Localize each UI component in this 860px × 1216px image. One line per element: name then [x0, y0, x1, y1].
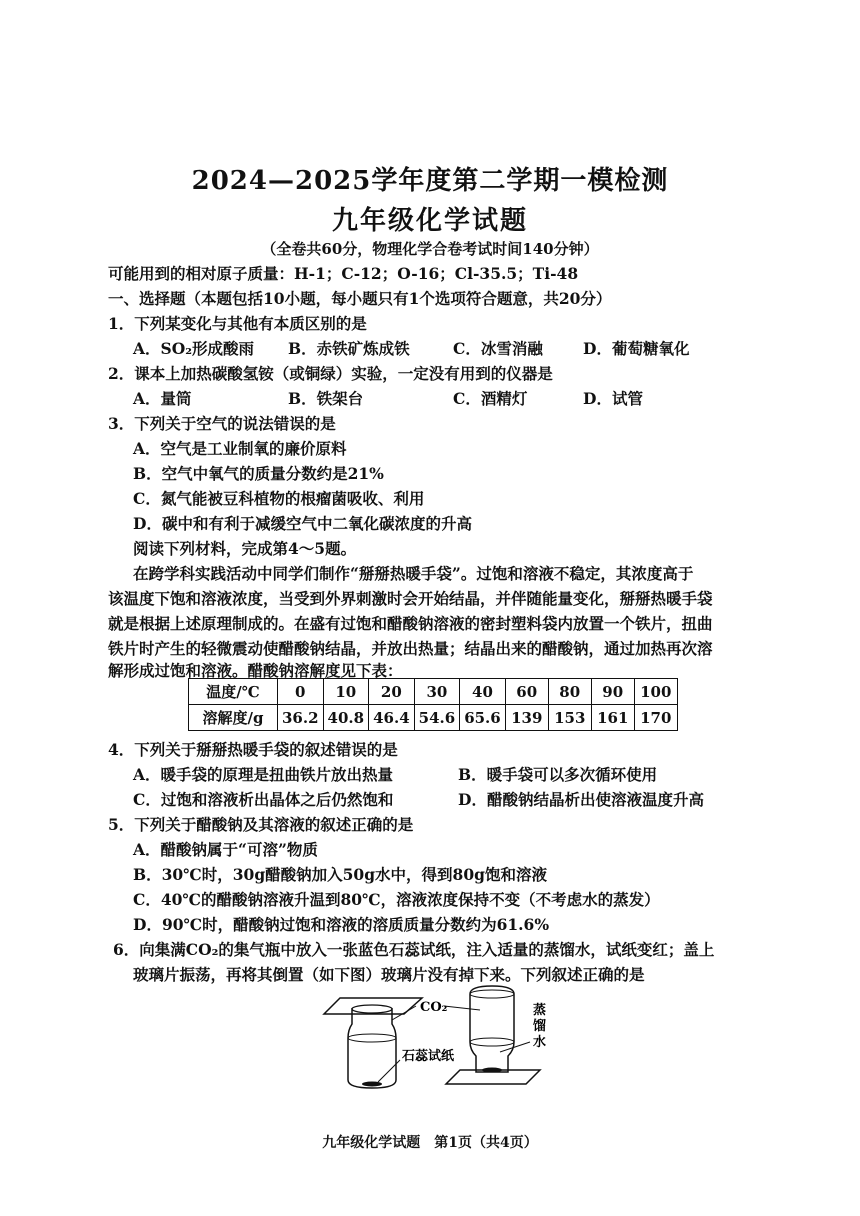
water-label: 水	[533, 1035, 547, 1050]
passage-line: 解形成过饱和溶液。醋酸钠溶解度见下表：	[108, 661, 403, 680]
q3-option-a: A．空气是工业制氧的廉价原料	[133, 439, 347, 458]
table-cell: 170	[634, 705, 677, 731]
q4-option-b: B．暖手袋可以多次循环使用	[458, 765, 658, 784]
water-label: 馏	[533, 1019, 547, 1034]
q2-option-a: A．量筒	[133, 389, 192, 408]
q4-stem: 4．下列关于掰掰热暖手袋的叙述错误的是	[108, 740, 398, 759]
gas-jar-figure	[320, 980, 570, 1100]
passage-line: 在跨学科实践活动中同学们制作“掰掰热暖手袋”。过饱和溶液不稳定，其浓度高于	[133, 564, 694, 583]
exam-title: 2024—2025学年度第二学期一模检测	[191, 166, 669, 196]
section-heading: 一、选择题（本题包括10小题，每小题只有1个选项符合题意，共20分）	[108, 289, 612, 308]
table-cell: 90	[591, 679, 634, 705]
reading-intro: 阅读下列材料，完成第4～5题。	[133, 539, 357, 558]
solubility-table	[188, 678, 678, 731]
table-cell: 60	[505, 679, 548, 705]
passage-line: 铁片时产生的轻微震动使醋酸钠结晶，并放出热量；结晶出来的醋酸钠，通过加热再次溶	[108, 639, 713, 658]
passage-line: 该温度下饱和溶液浓度，当受到外界刺激时会开始结晶，并伴随能量变化，掰掰热暖手袋	[108, 589, 713, 608]
litmus-paper	[362, 1082, 382, 1087]
litmus-label: 石蕊试纸	[402, 1049, 455, 1064]
water-label: 蒸	[533, 1003, 547, 1018]
page-footer: 九年级化学试题 第1页（共4页）	[322, 1135, 538, 1151]
table-cell: 10	[323, 679, 369, 705]
table-cell: 20	[369, 679, 415, 705]
q5-stem: 5．下列关于醋酸钠及其溶液的叙述正确的是	[108, 815, 414, 834]
table-cell: 0	[278, 679, 324, 705]
q3-option-d: D．碳中和有利于减缓空气中二氧化碳浓度的升高	[133, 514, 472, 533]
litmus-paper-right	[482, 1068, 502, 1073]
q5-option-c: C．40℃的醋酸钠溶液升温到80℃，溶液浓度保持不变（不考虑水的蒸发）	[133, 890, 660, 909]
q3-option-b: B．空气中氧气的质量分数约是21%	[133, 464, 384, 483]
table-cell: 161	[591, 705, 634, 731]
q1-option-b: B．赤铁矿炼成铁	[288, 339, 410, 358]
co2-label: CO₂	[420, 1000, 448, 1015]
q6-stem-line1: 6．向集满CO₂的集气瓶中放入一张蓝色石蕊试纸，注入适量的蒸馏水，试纸变红；盖上	[113, 940, 715, 959]
passage-line: 就是根据上述原理制成的。在盛有过饱和醋酸钠溶液的密封塑料袋内放置一个铁片，扭曲	[108, 614, 713, 633]
table-header: 溶解度/g	[189, 705, 278, 731]
table-cell: 65.6	[460, 705, 506, 731]
table-cell: 100	[634, 679, 677, 705]
q4-option-a: A．暖手袋的原理是扭曲铁片放出热量	[133, 765, 394, 784]
table-cell: 54.6	[414, 705, 460, 731]
gas-jar-right	[470, 986, 514, 1072]
q4-option-d: D．醋酸钠结晶析出使溶液温度升高	[458, 790, 704, 809]
q2-option-c: C．酒精灯	[453, 389, 528, 408]
q6-stem-line2: 玻璃片振荡，再将其倒置（如下图）玻璃片没有掉下来。下列叙述正确的是	[133, 965, 645, 984]
table-cell: 36.2	[278, 705, 324, 731]
table-row	[189, 679, 678, 705]
q5-option-a: A．醋酸钠属于“可溶”物质	[133, 840, 318, 859]
q4-option-c: C．过饱和溶液析出晶体之后仍然饱和	[133, 790, 394, 809]
table-cell: 139	[505, 705, 548, 731]
atomic-masses: 可能用到的相对原子质量：H-1；C-12；O-16；Cl-35.5；Ti-48	[108, 264, 579, 283]
q2-option-b: B．铁架台	[288, 389, 364, 408]
q3-stem: 3．下列关于空气的说法错误的是	[108, 414, 336, 433]
q2-stem: 2．课本上加热碳酸氢铵（或铜绿）实验，一定没有用到的仪器是	[108, 364, 553, 383]
q3-option-c: C．氮气能被豆科植物的根瘤菌吸收、利用	[133, 489, 425, 508]
table-cell: 46.4	[369, 705, 415, 731]
exam-note: （全卷共60分，物理化学合卷考试时间140分钟）	[261, 240, 599, 258]
q1-option-d: D．葡萄糖氧化	[583, 339, 690, 358]
table-header: 温度/℃	[189, 679, 278, 705]
table-cell: 153	[548, 705, 591, 731]
gas-jar-left	[348, 1008, 396, 1088]
q1-option-c: C．冰雪消融	[453, 339, 543, 358]
table-cell: 30	[414, 679, 460, 705]
table-cell: 40	[460, 679, 506, 705]
table-cell: 40.8	[323, 705, 369, 731]
q5-option-d: D．90℃时，醋酸钠过饱和溶液的溶质质量分数约为61.6%	[133, 915, 550, 934]
q2-option-d: D．试管	[583, 389, 643, 408]
table-cell: 80	[548, 679, 591, 705]
q5-option-b: B．30℃时，30g醋酸钠加入50g水中，得到80g饱和溶液	[133, 865, 547, 884]
q1-stem: 1．下列某变化与其他有本质区别的是	[108, 314, 367, 333]
exam-subtitle: 九年级化学试题	[331, 206, 528, 236]
table-row	[189, 705, 678, 731]
q1-option-a: A．SO₂形成酸雨	[133, 339, 255, 358]
